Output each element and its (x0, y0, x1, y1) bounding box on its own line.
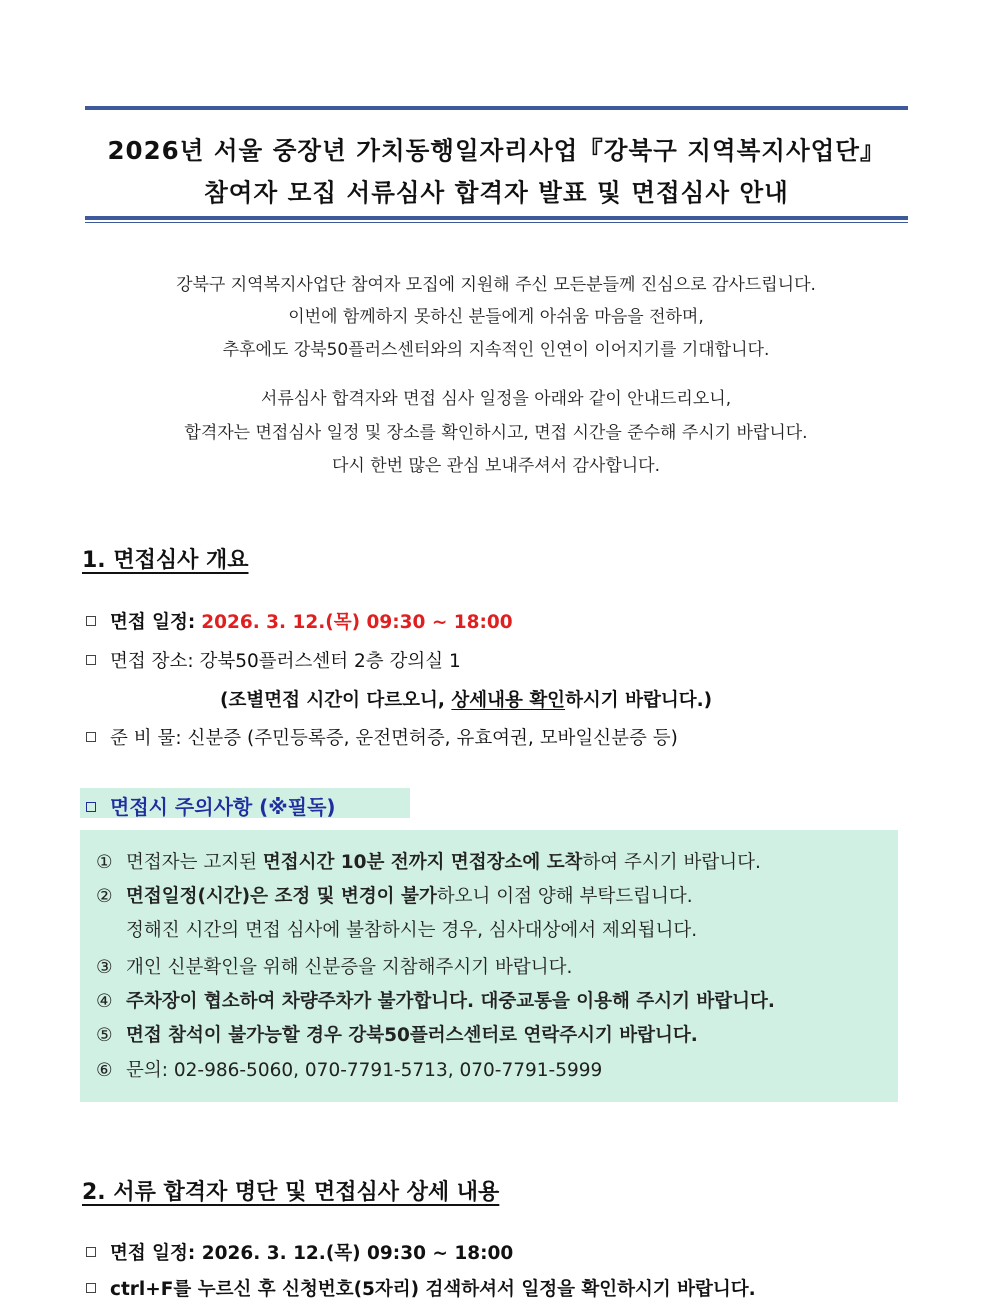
note-number: ③ (96, 957, 113, 978)
square-bullet-icon (86, 1247, 96, 1257)
title-line-2: 참여자 모집 서류심사 합격자 발표 및 면접심사 안내 (204, 178, 789, 207)
square-bullet-icon (86, 1283, 96, 1293)
square-bullet-icon (86, 655, 96, 665)
note-item-3 (96, 953, 572, 979)
note-bold-text: 면접 참석이 불가능할 경우 강북50플러스센터로 연락주시기 바랍니다. (126, 1025, 698, 1046)
preparation-label: 준 비 물: (110, 728, 182, 749)
intro-line-5: 합격자는 면접심사 일정 및 장소를 확인하시고, 면접 시간을 준수해 주시기 바랍니다. (184, 423, 808, 443)
note-number: ⑥ (96, 1060, 113, 1081)
intro-line-2: 이번에 함께하지 못하신 분들에게 아쉬움 마음을 전하며, (288, 307, 704, 327)
notes-title-text: 면접시 주의사항 (※필독) (110, 795, 336, 819)
square-bullet-icon (86, 802, 96, 812)
section-2-date-row (86, 1239, 513, 1265)
note-item-6 (96, 1056, 602, 1082)
note-text: 정해진 시간의 면접 심사에 불참하시는 경우, 심사대상에서 제외됩니다. (126, 920, 698, 941)
note-text-end: 하오니 이점 양해 부탁드립니다. (436, 886, 693, 907)
note-bold-text: 면접시간 10분 전까지 면접장소에 도착 (262, 852, 583, 873)
note-item-5 (96, 1021, 698, 1047)
title-bottom-rule-thin (85, 222, 908, 223)
interview-place-label: 면접 장소: (110, 651, 194, 672)
title-top-rule (85, 106, 908, 110)
note-text-end: 하여 주시기 바랍니다. (582, 852, 761, 873)
section-2-title: 2. 서류 합격자 명단 및 면접심사 상세 내용 (82, 1180, 500, 1205)
preparation-row (86, 724, 678, 750)
note-number: ⑤ (96, 1025, 113, 1046)
section-1-title: 1. 면접심사 개요 (82, 548, 249, 573)
intro-line-4: 서류심사 합격자와 면접 심사 일정을 아래와 같이 안내드리오니, (260, 389, 732, 409)
interview-date-label: 면접 일정: (110, 612, 196, 633)
interview-place-row (86, 647, 461, 673)
intro-line-1: 강북구 지역복지사업단 참여자 모집에 지원해 주신 모든분들께 진심으로 감사드립니다. (176, 275, 816, 295)
note-number: ④ (96, 991, 113, 1012)
note-bold-text: 면접일정(시간)은 조정 및 변경이 불가 (126, 886, 437, 907)
intro-line-6: 다시 한번 많은 관심 보내주셔서 감사합니다. (331, 456, 661, 476)
note-bold-text: 주차장이 협소하여 차량주차가 불가합니다. 대중교통을 이용해 주시기 바랍니다. (126, 991, 775, 1012)
interview-date-row (86, 608, 513, 634)
intro-line-3: 추후에도 강북50플러스센터와의 지속적인 인연이 이어지기를 기대합니다. (222, 340, 770, 360)
section-2-search-row (86, 1275, 756, 1301)
interview-date-value: 2026. 3. 12.(목) 09:30 ~ 18:00 (201, 612, 513, 633)
note-item-4 (96, 987, 775, 1013)
interview-place-value: 강북50플러스센터 2층 강의실 1 (199, 651, 461, 672)
note-item-2-continued (96, 916, 697, 942)
section-2-search-text: ctrl+F를 누르신 후 신청번호(5자리) 검색하셔서 일정을 확인하시기 바랍니다. (110, 1279, 756, 1300)
note-item-1 (96, 848, 761, 874)
section-2-date-text: 면접 일정: 2026. 3. 12.(목) 09:30 ~ 18:00 (110, 1243, 514, 1264)
title-bottom-rule (85, 216, 908, 220)
note-number: ① (96, 852, 113, 873)
preparation-value: 신분증 (주민등록증, 운전면허증, 유효여권, 모바일신분증 등) (187, 728, 678, 749)
title-block (85, 106, 908, 224)
place-note-detail-link: 상세내용 확인 (451, 690, 566, 711)
contact-text: 문의: 02-986-5060, 070-7791-5713, 070-7791-5999 (126, 1060, 603, 1081)
title-line-1: 2026년 서울 중장년 가치동행일자리사업『강북구 지역복지사업단』 (107, 136, 886, 165)
note-number: ② (96, 886, 113, 907)
square-bullet-icon (86, 616, 96, 626)
notes-title (86, 791, 336, 820)
note-item-2 (96, 882, 693, 908)
note-text: 면접자는 고지된 (126, 852, 263, 873)
note-text: 개인 신분확인을 위해 신분증을 지참해주시기 바랍니다. (126, 957, 573, 978)
place-note-part-c: 하시기 바랍니다.) (565, 690, 713, 711)
place-note-part-a: (조별면접 시간이 다르오니, (220, 690, 452, 711)
interview-place-note (220, 686, 712, 712)
square-bullet-icon (86, 732, 96, 742)
